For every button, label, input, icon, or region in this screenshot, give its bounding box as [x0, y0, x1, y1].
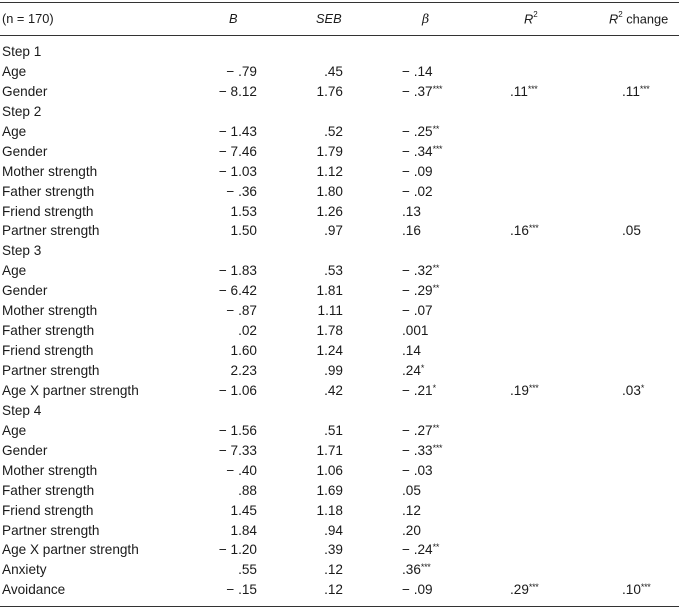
cell-beta [402, 321, 482, 342]
cell-seb: 1.12 [316, 163, 343, 179]
cell-b: − .15 [226, 582, 257, 598]
cell-r2 [510, 221, 590, 242]
cell-beta [402, 421, 482, 442]
cell-beta [402, 441, 482, 462]
beta-value: − .03 [402, 462, 433, 478]
table-row [0, 142, 679, 162]
r2-value: .29 [510, 582, 529, 598]
table-row [0, 62, 679, 82]
r2-value: .19 [510, 382, 529, 398]
cell-beta [402, 142, 482, 163]
table-row [0, 580, 679, 600]
header-r2-base: R [524, 11, 534, 27]
table-body [0, 42, 679, 600]
beta-stars: ** [432, 542, 440, 553]
beta-stars: ** [432, 422, 440, 433]
r2c-value: .10 [622, 582, 641, 598]
table-row [0, 202, 679, 222]
table-row [0, 341, 679, 361]
cell-b: 1.45 [230, 502, 257, 518]
row-label: Father strength [2, 183, 95, 199]
beta-value: .12 [402, 502, 421, 518]
beta-stars: *** [420, 562, 431, 573]
cell-r2-change [622, 580, 679, 601]
beta-value: − .14 [402, 63, 433, 79]
cell-beta [402, 361, 482, 382]
beta-stars: * [420, 363, 425, 373]
cell-r2 [510, 82, 590, 103]
cell-seb: 1.69 [316, 482, 343, 498]
table-row [0, 122, 679, 142]
cell-b: − 1.43 [218, 123, 257, 139]
table-row [0, 261, 679, 281]
cell-b: − .79 [226, 63, 257, 79]
cell-b: .55 [238, 562, 257, 578]
r2-value: .16 [510, 223, 529, 239]
row-label: Father strength [2, 323, 95, 339]
beta-value: .16 [402, 223, 421, 239]
cell-b: − 6.42 [218, 283, 257, 299]
cell-r2 [510, 381, 590, 402]
cell-seb: 1.81 [316, 283, 343, 299]
cell-beta [402, 281, 482, 302]
beta-stars: * [432, 382, 436, 393]
table-row [0, 501, 679, 521]
cell-seb: 1.24 [316, 343, 343, 359]
header-b: B [229, 11, 238, 26]
table-row [0, 481, 679, 501]
table-row [0, 82, 679, 102]
cell-seb: .94 [324, 522, 343, 538]
beta-value: .14 [402, 343, 421, 359]
table-row [0, 441, 679, 461]
beta-value: − .24 [402, 542, 433, 558]
cell-beta [402, 540, 482, 561]
cell-seb: .97 [324, 223, 343, 239]
table-row [0, 241, 679, 261]
cell-b: − 1.56 [218, 422, 257, 438]
header-r2c-sup: 2 [618, 10, 623, 19]
cell-seb: 1.80 [316, 183, 343, 199]
header-n: (n = 170) [2, 11, 54, 26]
cell-seb: 1.78 [316, 323, 343, 339]
row-label: Mother strength [2, 163, 98, 179]
row-label: Step 3 [2, 243, 42, 259]
cell-seb: .99 [324, 363, 343, 378]
table-row [0, 461, 679, 481]
cell-seb: .12 [324, 562, 343, 578]
table-row [0, 182, 679, 202]
cell-beta [402, 82, 482, 103]
beta-value: − .02 [402, 183, 433, 199]
row-label: Partner strength [2, 363, 100, 378]
beta-stars: ** [432, 263, 440, 274]
r2-stars: *** [528, 582, 539, 593]
cell-seb: 1.18 [316, 502, 343, 518]
cell-beta [402, 501, 482, 522]
row-label: Anxiety [2, 562, 47, 578]
cell-seb: 1.06 [316, 462, 343, 478]
cell-r2 [510, 580, 590, 601]
cell-b: − .36 [226, 183, 257, 199]
cell-beta [402, 182, 482, 203]
cell-b: − 1.83 [218, 263, 257, 279]
bottom-rule [0, 606, 679, 607]
cell-b: 2.23 [230, 363, 257, 378]
table-row [0, 401, 679, 421]
row-label: Age [2, 422, 27, 438]
cell-seb: .51 [324, 422, 343, 438]
row-label: Partner strength [2, 522, 100, 538]
beta-stars: *** [432, 442, 443, 453]
beta-stars: ** [432, 283, 440, 294]
row-label: Gender [2, 83, 48, 99]
beta-stars: *** [432, 83, 443, 94]
table-row [0, 521, 679, 541]
table-row [0, 321, 679, 341]
beta-value: .13 [402, 203, 421, 219]
row-label: Gender [2, 143, 48, 159]
beta-value: − .07 [402, 303, 433, 319]
cell-b: − .87 [226, 303, 257, 319]
cell-beta [402, 62, 482, 83]
header-r2 [524, 11, 538, 26]
cell-b: − 7.46 [218, 143, 257, 159]
beta-value: − .25 [402, 123, 433, 139]
beta-value: − .29 [402, 283, 433, 299]
row-label: Age X partner strength [2, 382, 139, 398]
row-label: Friend strength [2, 343, 94, 359]
r2c-stars: *** [639, 83, 650, 94]
beta-stars: *** [432, 143, 443, 154]
cell-beta [402, 341, 482, 362]
beta-value: .20 [402, 522, 421, 538]
beta-value: − .21 [402, 382, 433, 398]
cell-b: − 1.20 [218, 542, 257, 558]
r2-value: .11 [510, 83, 528, 99]
cell-seb: 1.71 [316, 442, 343, 458]
cell-beta [402, 521, 482, 542]
table-row [0, 560, 679, 580]
beta-value: .001 [402, 323, 429, 339]
header-rule [0, 35, 679, 36]
cell-seb: 1.76 [316, 83, 343, 99]
row-label: Age [2, 123, 27, 139]
beta-value: − .33 [402, 442, 433, 458]
cell-b: − 1.06 [218, 382, 257, 398]
header-r2-sup: 2 [533, 10, 538, 19]
cell-b: 1.50 [230, 223, 257, 239]
row-label: Mother strength [2, 303, 98, 319]
cell-r2-change [622, 381, 679, 402]
cell-beta [402, 301, 482, 322]
table-row [0, 162, 679, 182]
header-r2c-suffix: change [622, 11, 669, 27]
r2c-value: .05 [622, 223, 641, 239]
row-label: Age [2, 263, 27, 279]
cell-b: − 8.12 [218, 83, 257, 99]
beta-value: .24 [402, 363, 421, 378]
cell-seb: .42 [324, 382, 343, 398]
cell-b: .02 [238, 323, 257, 339]
cell-b: − .40 [226, 462, 257, 478]
cell-seb: .12 [324, 582, 343, 598]
cell-seb: .39 [324, 542, 343, 558]
row-label: Gender [2, 442, 48, 458]
cell-seb: 1.11 [317, 303, 343, 319]
beta-value: .36 [402, 562, 421, 578]
row-label: Step 2 [2, 103, 42, 119]
table-row [0, 221, 679, 241]
cell-seb: 1.26 [316, 203, 343, 219]
cell-beta [402, 580, 482, 601]
cell-r2-change [622, 82, 679, 103]
row-label: Gender [2, 283, 48, 299]
row-label: Partner strength [2, 223, 100, 239]
cell-seb: 1.79 [316, 143, 343, 159]
table-row [0, 42, 679, 62]
header-r2-change [609, 11, 668, 26]
header-seb: SEB [316, 11, 342, 26]
row-label: Age [2, 63, 27, 79]
row-label: Step 1 [2, 44, 42, 59]
table-header [0, 2, 679, 35]
cell-beta [402, 162, 482, 183]
table-row [0, 361, 679, 381]
cell-b: 1.53 [230, 203, 257, 219]
header-r2c-base: R [609, 11, 619, 27]
beta-value: − .32 [402, 263, 433, 279]
beta-value: − .09 [402, 582, 433, 598]
row-label: Age X partner strength [2, 542, 139, 558]
row-label: Friend strength [2, 203, 94, 219]
cell-beta [402, 261, 482, 282]
row-label: Father strength [2, 482, 95, 498]
cell-b: .88 [238, 482, 257, 498]
beta-value: − .09 [402, 163, 433, 179]
r2-stars: *** [527, 83, 538, 94]
cell-seb: .52 [324, 123, 343, 139]
cell-b: − 1.03 [218, 163, 257, 179]
beta-value: − .27 [402, 422, 433, 438]
cell-r2-change [622, 221, 679, 242]
header-beta: β [422, 11, 430, 26]
row-label: Avoidance [2, 582, 66, 598]
table-row [0, 540, 679, 560]
table-row [0, 281, 679, 301]
r2-stars: *** [528, 382, 539, 393]
table-row [0, 102, 679, 122]
r2c-stars: * [640, 382, 645, 393]
cell-beta [402, 560, 482, 581]
table-row [0, 421, 679, 441]
cell-beta [402, 122, 482, 143]
cell-seb: .53 [324, 263, 343, 279]
cell-beta [402, 221, 482, 242]
row-label: Friend strength [2, 502, 94, 518]
row-label: Mother strength [2, 462, 98, 478]
r2c-value: .11 [622, 83, 640, 99]
cell-b: 1.60 [230, 343, 257, 359]
beta-value: − .34 [402, 143, 433, 159]
beta-stars: ** [432, 123, 440, 134]
cell-beta [402, 461, 482, 482]
r2c-value: .03 [622, 382, 641, 398]
table-row [0, 301, 679, 321]
cell-beta [402, 202, 482, 223]
cell-seb: .45 [324, 63, 343, 79]
table-row [0, 381, 679, 401]
cell-beta [402, 381, 482, 402]
row-label: Step 4 [2, 402, 42, 418]
beta-value: .05 [402, 482, 421, 498]
cell-beta [402, 481, 482, 502]
beta-value: − .37 [402, 83, 433, 99]
r2-stars: *** [528, 223, 539, 234]
cell-b: 1.84 [230, 522, 257, 538]
cell-b: − 7.33 [218, 442, 257, 458]
r2c-stars: *** [640, 582, 651, 593]
